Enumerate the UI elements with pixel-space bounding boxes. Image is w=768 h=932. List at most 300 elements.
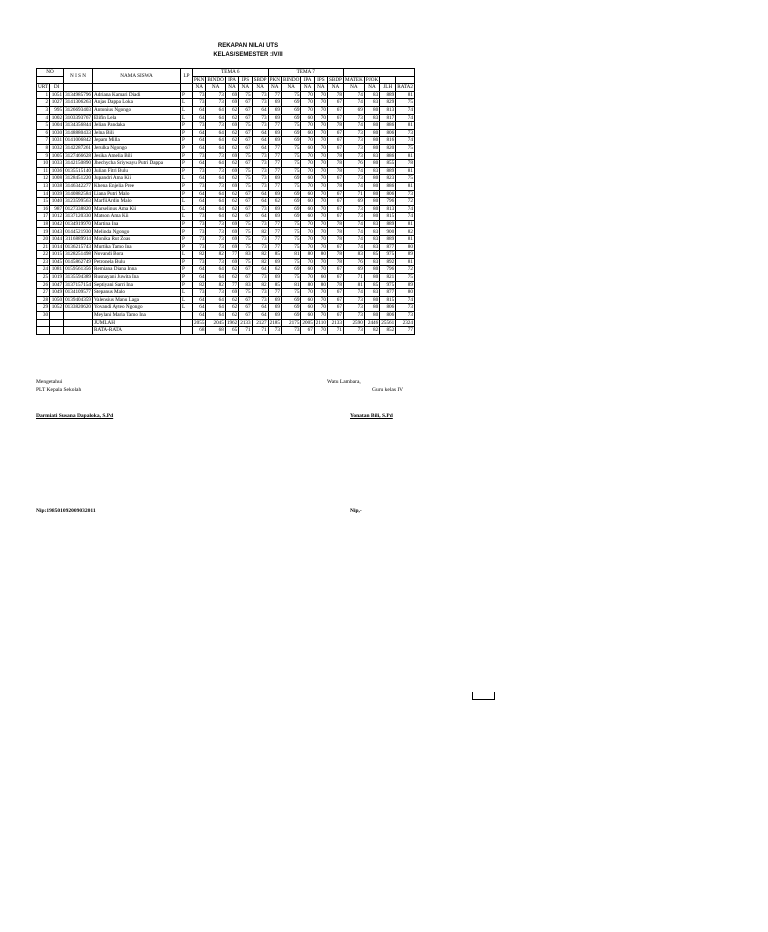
row-di: 1004: [50, 122, 64, 130]
row-score: 81: [396, 182, 415, 190]
row-score: 64: [193, 114, 206, 122]
row-score: 73: [193, 236, 206, 244]
row-score: 64: [206, 205, 225, 213]
row-score: 67: [239, 274, 252, 282]
row-score: 69: [281, 114, 300, 122]
row-score: 74: [396, 213, 415, 221]
totals-row-value: 2127: [252, 319, 268, 327]
row-score: 75: [281, 258, 300, 266]
row-gender: L: [181, 106, 193, 114]
row-score: 67: [239, 144, 252, 152]
row-student-name: Melinda Ngongo: [93, 228, 181, 236]
row-nisn: 0136215743: [65, 243, 92, 250]
row-student-name: Monika Rut Zoas: [93, 236, 181, 244]
row-score: 73: [206, 228, 225, 236]
header-subject: IPS: [239, 76, 252, 84]
row-gender: P: [181, 190, 193, 198]
row-score: 60: [301, 114, 314, 122]
row-score: 70: [314, 114, 327, 122]
row-nisn: 3128251498: [65, 251, 92, 258]
row-gender: L: [181, 114, 193, 122]
row-score: 73: [206, 122, 225, 130]
row-score: 62: [225, 205, 238, 213]
row-di: 1040: [50, 198, 64, 206]
row-number: 19: [37, 228, 50, 236]
row-student-name: Novandi Bora: [93, 251, 181, 259]
blank-cell: [37, 319, 50, 327]
row-score: 67: [239, 266, 252, 274]
row-score: 70: [301, 106, 314, 114]
row-score: 64: [193, 296, 206, 304]
row-di: 987: [50, 205, 64, 213]
average-row-label: RATA-RATA: [93, 327, 181, 335]
row-score: 83: [364, 228, 379, 236]
row-score: 74: [343, 243, 364, 251]
row-score: 64: [193, 312, 206, 320]
row-score: 69: [225, 99, 238, 107]
row-score: 64: [252, 129, 268, 137]
row-di: 1031: [50, 137, 64, 145]
row-score: 60: [301, 266, 314, 274]
principal-title: PLT Kepala Sekolah: [36, 387, 82, 393]
row-nisn: 3134356844: [65, 122, 92, 129]
average-row-value: 71: [252, 327, 268, 335]
row-score: 70: [314, 152, 327, 160]
header-subject: BINDO: [282, 76, 300, 83]
row-score: 75: [281, 152, 300, 160]
row-score: 74: [396, 205, 415, 213]
row-score: 69: [225, 228, 238, 236]
row-score: 78: [327, 160, 343, 168]
row-score: 69: [281, 205, 300, 213]
row-score: 67: [239, 190, 252, 198]
row-score: 75: [239, 220, 252, 228]
totals-row-value: 1962: [226, 319, 238, 326]
row-score: 70: [314, 129, 327, 137]
row-score: 73: [252, 220, 268, 228]
header-student-name: NAMA SISWA: [93, 69, 181, 84]
row-score: 69: [268, 175, 281, 183]
row-score: 62: [225, 198, 238, 206]
row-score: 83: [239, 251, 252, 259]
row-score: 64: [252, 144, 268, 152]
row-score: 78: [327, 251, 343, 259]
row-student-name: Antonius Ngongo: [93, 106, 181, 114]
row-score: 73: [252, 160, 268, 168]
row-gender: P: [181, 274, 193, 282]
row-score: 889: [380, 220, 396, 228]
row-score: 60: [301, 304, 314, 312]
row-score: 77: [225, 281, 238, 289]
row-score: 74: [343, 182, 364, 190]
row-score: 64: [193, 106, 206, 114]
row-score: 73: [252, 243, 268, 251]
header-na: NA: [301, 84, 314, 92]
row-nisn: 3126693403: [65, 107, 92, 114]
row-score: 73: [343, 144, 364, 152]
row-score: 82: [252, 228, 268, 236]
row-score: 813: [380, 106, 396, 114]
table-row: [37, 281, 415, 289]
row-score: 75: [281, 91, 300, 99]
blank-cell: [50, 327, 64, 335]
header-na: NA: [364, 84, 379, 92]
header-jlh: JLH: [380, 84, 396, 92]
row-score: 64: [252, 213, 268, 221]
row-score: 64: [193, 266, 206, 274]
row-score: 60: [301, 144, 314, 152]
row-score: 78: [327, 228, 343, 236]
row-score: 78: [327, 152, 343, 160]
row-score: 75: [396, 274, 415, 282]
row-score: 78: [327, 167, 343, 175]
row-score: 70: [314, 258, 327, 266]
table-row: [37, 129, 415, 137]
row-score: 70: [314, 304, 327, 312]
blank-cell: [37, 327, 50, 335]
row-score: 70: [314, 190, 327, 198]
row-number: 15: [37, 198, 50, 206]
row-score: 62: [225, 160, 238, 168]
table-row: [37, 190, 415, 198]
row-score: 73: [193, 99, 206, 107]
grades-table: [36, 68, 415, 335]
row-score: 69: [268, 274, 281, 282]
row-score: 77: [268, 236, 281, 244]
row-number: 17: [37, 213, 50, 221]
row-score: 64: [206, 106, 225, 114]
row-score: 73: [206, 289, 225, 297]
row-score: 62: [268, 198, 281, 206]
row-score: 75: [239, 228, 252, 236]
row-score: 64: [193, 144, 206, 152]
row-score: 73: [206, 152, 225, 160]
row-student-name: Meylani Maria Tamo Ina: [93, 312, 181, 320]
row-score: 69: [268, 296, 281, 304]
header-blank: [37, 76, 64, 84]
row-score: 72: [396, 266, 415, 274]
row-nisn: 0141006842: [65, 137, 92, 144]
row-score: 796: [380, 266, 396, 274]
header-subject: MATEK: [344, 76, 363, 83]
row-score: 70: [301, 99, 314, 107]
row-student-name: Jhechycha Sriywayu Putri Dappa: [93, 160, 181, 168]
row-number: 8: [37, 144, 50, 152]
acknowledged-label: Mengetahui: [36, 379, 63, 385]
row-score: 74: [343, 167, 364, 175]
row-score: 69: [225, 220, 238, 228]
row-score: 67: [327, 213, 343, 221]
row-score: 73: [252, 99, 268, 107]
row-score: 70: [314, 99, 327, 107]
row-score: 67: [327, 304, 343, 312]
row-score: 78: [327, 281, 343, 289]
average-row-value: 73: [268, 327, 281, 335]
row-student-name: Anjas Dappa Loka: [93, 99, 181, 107]
row-score: 62: [225, 144, 238, 152]
row-di: 1027: [50, 99, 64, 107]
row-score: 829: [380, 99, 396, 107]
header-na: NA: [206, 84, 225, 92]
document-title: REKAPAN NILAI UTS: [217, 43, 279, 49]
row-score: 73: [252, 182, 268, 190]
row-score: 69: [268, 129, 281, 137]
row-score: 73: [206, 220, 225, 228]
row-score: 70: [301, 137, 314, 145]
row-score: 67: [239, 213, 252, 221]
row-score: 67: [327, 205, 343, 213]
place-date-label: Watu Lambara,: [327, 379, 361, 385]
row-student-name: Julian Fitri Bulu: [93, 167, 181, 175]
row-score: 77: [268, 160, 281, 168]
row-score: 70: [314, 160, 327, 168]
row-score: 73: [206, 167, 225, 175]
row-score: 62: [225, 213, 238, 221]
row-score: 75: [281, 144, 300, 152]
row-score: 70: [301, 152, 314, 160]
row-score: 69: [225, 243, 238, 251]
row-score: 64: [206, 213, 225, 221]
row-score: 821: [380, 274, 396, 282]
row-score: 81: [396, 236, 415, 244]
blank-cell: [181, 327, 193, 335]
row-number: 3: [37, 106, 50, 114]
header-subject: SBDP: [253, 76, 267, 83]
row-gender: P: [181, 91, 193, 99]
row-score: 70: [314, 144, 327, 152]
totals-row-label: JUMLAH: [93, 319, 181, 327]
row-number: 23: [37, 258, 50, 266]
row-gender: L: [181, 304, 193, 312]
row-di: 1005: [50, 152, 64, 160]
header-blank: [343, 69, 414, 77]
table-row: [37, 220, 415, 228]
row-score: 886: [380, 122, 396, 130]
row-gender: P: [181, 281, 193, 289]
principal-name: Darmiati Susana Dapaloka, S.Pd: [36, 413, 114, 419]
row-score: 64: [193, 129, 206, 137]
row-score: 64: [206, 144, 225, 152]
row-score: 67: [327, 296, 343, 304]
row-score: 78: [327, 236, 343, 244]
header-na: NA: [343, 84, 364, 92]
row-gender: L: [181, 205, 193, 213]
row-score: 69: [281, 296, 300, 304]
row-score: 67: [327, 198, 343, 206]
row-score: 80: [364, 160, 379, 168]
row-nisn: 3148880433: [65, 129, 92, 136]
row-number: 14: [37, 190, 50, 198]
row-score: 81: [396, 122, 415, 130]
row-score: 877: [380, 243, 396, 251]
row-di: 1015: [50, 251, 64, 259]
row-score: 67: [327, 106, 343, 114]
row-score: 80: [364, 304, 379, 312]
row-number: 16: [37, 205, 50, 213]
table-row: [37, 91, 415, 99]
row-score: 816: [380, 137, 396, 145]
row-gender: P: [181, 266, 193, 274]
row-score: 60: [301, 213, 314, 221]
row-score: 75: [281, 243, 300, 251]
average-row-value: 71: [327, 327, 343, 335]
totals-row-value: 2324: [396, 319, 415, 327]
row-number: 30: [37, 312, 50, 320]
row-score: 64: [252, 190, 268, 198]
totals-row-value: 2005: [302, 319, 313, 326]
row-score: 74: [343, 236, 364, 244]
row-score: 975: [380, 251, 396, 259]
row-score: 73: [252, 152, 268, 160]
row-number: 24: [37, 266, 50, 274]
row-score: 75: [281, 122, 300, 130]
row-score: 75: [281, 160, 300, 168]
row-nisn: 3137157154: [65, 281, 92, 288]
totals-row-value: 2446: [364, 319, 379, 327]
header-subject: BINDO: [207, 76, 224, 83]
row-score: 85: [364, 281, 379, 289]
row-number: 4: [37, 114, 50, 122]
row-score: 806: [380, 304, 396, 312]
row-score: 64: [206, 296, 225, 304]
row-number: 29: [37, 304, 50, 312]
row-score: 75: [281, 167, 300, 175]
row-score: 73: [252, 296, 268, 304]
row-nisn: 3103393767: [65, 114, 92, 121]
header-subject: IPA: [225, 76, 238, 84]
row-score: 73: [193, 289, 206, 297]
row-nisn: 3123599563: [65, 198, 92, 205]
row-number: 28: [37, 296, 50, 304]
row-number: 18: [37, 220, 50, 228]
row-score: 64: [252, 198, 268, 206]
row-di: 1036: [50, 167, 64, 175]
row-score: 69: [225, 236, 238, 244]
average-row-value: 73: [281, 327, 300, 335]
row-score: 67: [327, 266, 343, 274]
header-row-1: [37, 69, 415, 77]
header-subject: PKN: [269, 76, 280, 83]
row-score: 64: [193, 137, 206, 145]
row-score: 77: [268, 220, 281, 228]
row-score: 77: [268, 122, 281, 130]
row-di: 1050: [50, 296, 64, 304]
row-score: 81: [396, 91, 415, 99]
average-row-value: 70: [314, 327, 327, 335]
row-score: 73: [193, 228, 206, 236]
header-row-3: [37, 84, 415, 92]
row-di: [50, 312, 64, 320]
row-score: 73: [252, 205, 268, 213]
header-na: NA: [327, 84, 343, 92]
row-student-name: Remiana Diana Inna: [93, 266, 181, 274]
row-gender: P: [181, 243, 193, 251]
table-row: [37, 228, 415, 236]
row-score: 886: [380, 182, 396, 190]
row-nisn: 3134985796: [65, 91, 92, 98]
row-score: 77: [268, 289, 281, 297]
row-score: 80: [364, 137, 379, 145]
row-score: 64: [206, 114, 225, 122]
row-gender: L: [181, 175, 193, 183]
row-score: 70: [314, 236, 327, 244]
row-score: 75: [239, 236, 252, 244]
row-score: 69: [268, 99, 281, 107]
row-score: 75: [396, 175, 415, 183]
grades-table-body: [37, 69, 415, 335]
row-score: 77: [268, 91, 281, 99]
row-score: 73: [193, 152, 206, 160]
row-score: 83: [364, 114, 379, 122]
table-row: [37, 289, 415, 297]
row-student-name: Jepam Milla: [93, 137, 181, 145]
totals-row: [37, 319, 415, 327]
row-gender: L: [181, 251, 193, 259]
row-score: 64: [206, 190, 225, 198]
row-score: 71: [343, 190, 364, 198]
row-score: 70: [301, 236, 314, 244]
row-gender: P: [181, 228, 193, 236]
row-score: 81: [281, 251, 300, 259]
table-row: [37, 167, 415, 175]
row-score: 806: [380, 129, 396, 137]
header-subject: PKN: [194, 76, 205, 83]
row-score: 80: [364, 198, 379, 206]
row-score: 83: [364, 220, 379, 228]
average-row-value: 68: [206, 327, 225, 335]
row-score: 73: [193, 91, 206, 99]
row-score: 67: [327, 114, 343, 122]
row-score: 64: [206, 137, 225, 145]
row-nisn: 3140882584: [65, 190, 92, 197]
row-nisn: [64, 312, 93, 320]
row-score: 64: [193, 175, 206, 183]
row-score: 75: [281, 228, 300, 236]
row-score: 75: [281, 220, 300, 228]
row-score: 64: [252, 137, 268, 145]
row-di: 995: [50, 106, 64, 114]
row-score: 73: [252, 274, 268, 282]
row-score: 70: [314, 106, 327, 114]
row-score: 78: [327, 91, 343, 99]
average-row-value: 73: [343, 327, 364, 335]
blank-cell: [181, 319, 193, 327]
header-blank: [64, 84, 93, 92]
corner-bracket-mark: [472, 692, 495, 700]
row-score: 60: [301, 205, 314, 213]
row-score: 64: [206, 175, 225, 183]
row-score: 69: [281, 266, 300, 274]
table-row: [37, 106, 415, 114]
row-score: 73: [193, 220, 206, 228]
table-row: [37, 144, 415, 152]
row-score: 76: [343, 258, 364, 266]
row-score: 75: [239, 243, 252, 251]
row-score: 81: [281, 281, 300, 289]
row-score: 70: [314, 228, 327, 236]
row-score: 815: [380, 296, 396, 304]
row-score: 69: [281, 198, 300, 206]
row-student-name: Septiyani Sarri Ina: [93, 281, 181, 289]
row-student-name: Liana Putri Malo: [93, 190, 181, 198]
row-score: 77: [268, 243, 281, 251]
row-nisn: 0139404359: [65, 296, 92, 303]
row-score: 69: [343, 106, 364, 114]
row-score: 85: [364, 251, 379, 259]
row-nisn: 0159561356: [65, 266, 92, 273]
row-score: 75: [281, 289, 300, 297]
row-score: 73: [193, 122, 206, 130]
